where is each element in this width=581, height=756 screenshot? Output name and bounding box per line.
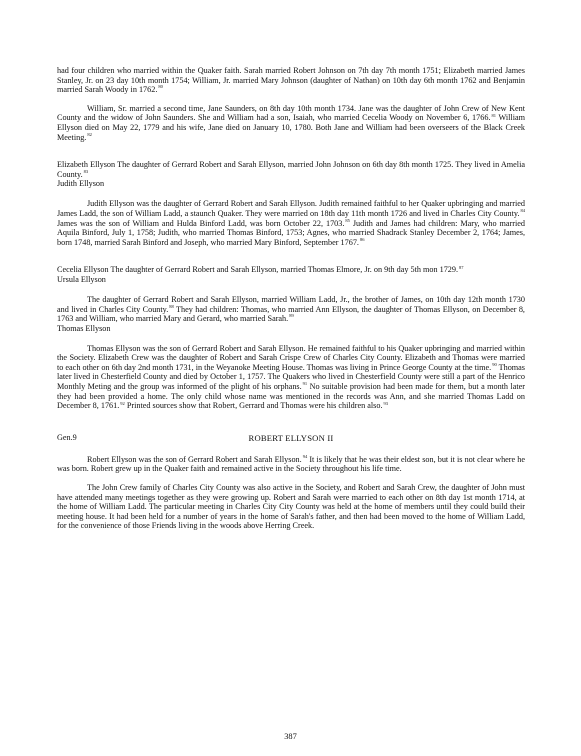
paragraph-text: Elizabeth Ellyson The daughter of Gerrard Robert and Sarah Ellyson, married John Johnson on 6th day 8th month 1725. They lived in Amelia County. (57, 160, 525, 179)
paragraph-text: The John Crew family of Charles City County was also active in the Society, and Robert and Sarah Crew, the daughter of John must have attended many meetings together as they were growing up. Robert and Sarah were married to each other on 8th day 1st month 1714, at the home of William Ladd. The particular meeting in Charles City City County was held at the home of members until they could build their meeting house. It had been held for a number of years in the home of Sarah's father, and then had been moved to the home of William Ladd, for the convenience of those Friends living in the woods above Herring Creek. (57, 483, 525, 531)
footnote-ref: 84 (520, 208, 525, 214)
paragraph-text: Cecelia Ellyson The daughter of Gerrard Robert and Sarah Ellyson, married Thomas Elmore, Jr. on 9th day 5th mon 1729. (57, 265, 459, 275)
generation-label: Gen.9 (57, 432, 77, 442)
footnote-ref: 91 (302, 381, 308, 387)
paragraph-elizabeth-ellyson (57, 160, 525, 179)
document-page (57, 66, 525, 531)
footnote-ref: 85 (345, 217, 350, 223)
footnote-ref: 88 (169, 303, 174, 309)
page-number: 387 (284, 732, 297, 741)
paragraph-text: Thomas later lived in Chesterfield County and died by October 1, 1757. The Quakers who lived in Chesterfield County were still a part of the Henrico Monthly Meting and the group was informed of the plight of his orphans. (57, 362, 525, 392)
paragraph-thomas-ellyson (57, 344, 525, 411)
footnote-ref: 92 (120, 400, 125, 406)
paragraph-crew-family (57, 483, 525, 531)
paragraph-text: Printed sources show that Robert, Gerrard and Thomas were his children also. (126, 401, 383, 411)
generation-header (57, 433, 525, 445)
paragraph-ursula-ellyson (57, 295, 525, 324)
paragraph-text: William, Sr. married a second time, Jane Saunders, on 8th day 10th month 1734. Jane was the daughter of John Crew of New Kent County and the widow of John Saunders. She and William had a son, Isaiah, who married Cecelia Woody on November 6, 1766. (57, 103, 525, 123)
paragraph-text: Judith and James had children: Mary, who married Aquila Binford, July 1, 1758; Judith, who married Thomas Binford, 1753; Agnes, who married Shadrack Stanley December 2, 1764; James, born 1748, married Sarah Binford and Joseph, who married Mary Binford, September 1767. (57, 218, 526, 247)
footnote-ref: 93 (383, 400, 388, 406)
paragraph-text: William Ellyson died on May 22, 1779 and his wife, Jane died on January 10, 1780. Both Jane and William had been overseers of the Black Creek Meeting. (57, 113, 525, 142)
footnote-ref: 81 (491, 112, 496, 118)
paragraph-text: Judith Ellyson was the daughter of Gerrard Robert and Sarah Ellyson. Judith remained faithful to her Quaker upbringing and married James Ladd, the son of William Ladd, a staunch Quaker. They were married on 18th day 11th month 1726 and lived in Charles City County. (57, 199, 525, 218)
section-heading-judith: Judith Ellyson (57, 179, 105, 189)
section-title: ROBERT ELLYSON II (248, 432, 334, 443)
footnote-ref: 83 (83, 169, 89, 175)
paragraph-robert-ellyson (57, 455, 525, 474)
section-heading-thomas: Thomas Ellyson (57, 323, 111, 333)
paragraph-text: It is likely that he was their eldest son, but it is not clear where he was born. Robert grew up in the Quaker faith and remained active in the Society throughout his life time. (57, 454, 526, 474)
paragraph-cecelia-ellyson (57, 265, 525, 275)
paragraph-text: No suitable provision had been made for them, but a month later they had been provided a home. The only child whose name was mentioned in the records was Ann, and she married Thomas Ladd on December 8, 1761. (57, 382, 525, 411)
footnote-ref: 80 (158, 84, 163, 90)
paragraph-text: Thomas Ellyson was the son of Gerrard Robert and Sarah Ellyson. He remained faithful to his Quaker upbringing and married within the Society. Elizabeth Crew was the daughter of Robert and Sarah Crispe Crew of Charles City County. Elizabeth and Thomas were married to each other on 6th day 2nd month 1731, in the Weyanoke Meeting House. Thomas was living in Prince George County at the time. (57, 343, 525, 372)
paragraph-text: Robert Ellyson was the son of Gerrard Robert and Sarah Ellyson. (87, 454, 302, 464)
paragraph-text: The daughter of Gerrard Robert and Sarah Ellyson, married William Ladd, Jr., the brother of James, on 10th day 12th month 1730 and lived in Charles City County. (57, 294, 525, 314)
paragraph-william-second-marriage (57, 104, 525, 142)
section-heading-ursula: Ursula Ellyson (57, 274, 106, 284)
footnote-ref: 94 (302, 454, 308, 460)
footnote-ref: 89 (289, 313, 294, 319)
paragraph-text: James was the son of William and Hulda Binford Ladd, was born October 22, 1703. (57, 218, 345, 228)
footnote-ref: 87 (459, 264, 464, 270)
paragraph-judith-ellyson (57, 199, 525, 247)
footnote-ref: 90 (492, 362, 497, 368)
footnote-ref: 82 (87, 131, 92, 137)
paragraph-text: They had children: Thomas, who married Ann Ellyson, the daughter of Thomas Ellyson, on December 8, 1763 and William, who married Mary and Gerard, who married Sarah. (57, 304, 525, 324)
footnote-ref: 86 (359, 236, 365, 242)
paragraph-text: had four children who married within the Quaker faith. Sarah married Robert Johnson on 7th day 7th month 1751; Elizabeth married James Stanley, Jr. on 23 day 10th month 1754; William, Jr. married Mary Johnson (daughter of Nathan) on 10th day 6th month 1762 and Benjamin married Sarah Woody in 1762. (57, 66, 525, 95)
paragraph-children-of-william (57, 66, 525, 95)
